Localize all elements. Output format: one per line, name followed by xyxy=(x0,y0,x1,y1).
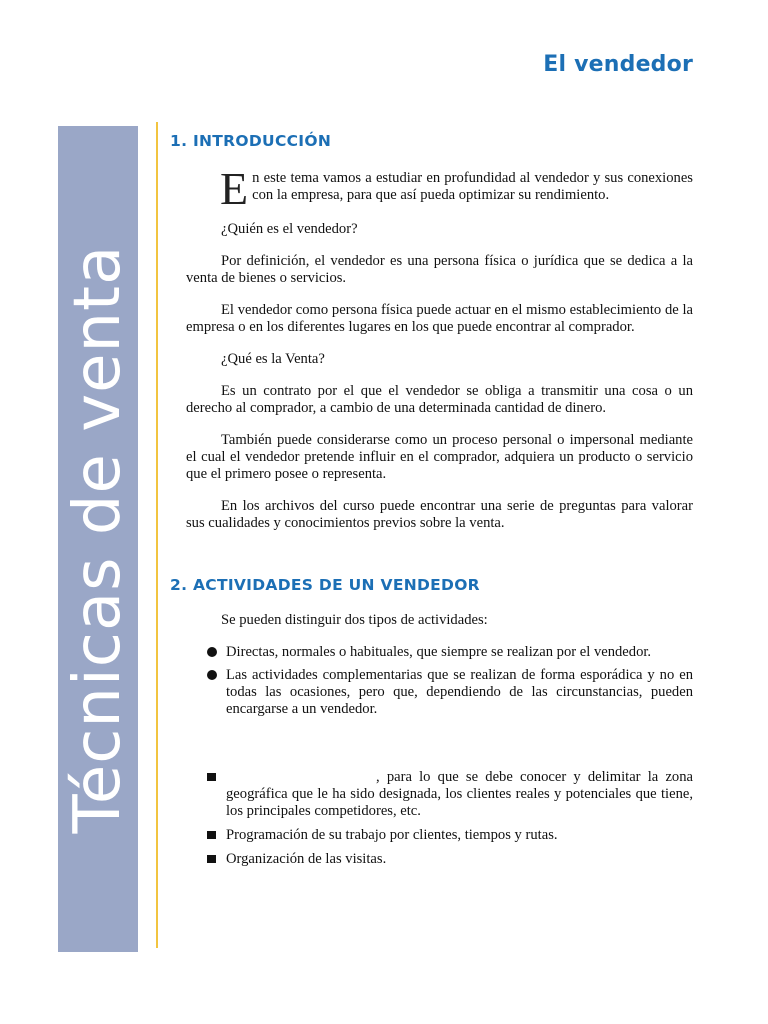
bullet-square-icon xyxy=(207,855,216,863)
page-title: El vendedor xyxy=(543,52,693,77)
main-content xyxy=(170,128,693,868)
bullet-dot-icon xyxy=(207,670,217,680)
section-1-title: 1. INTRODUCCIÓN xyxy=(170,132,332,150)
intro-text: n este tema vamos a estudiar en profundidad al vendedor y sus conexiones con la empresa, para que así pueda optimizar su rendimiento. xyxy=(252,170,693,203)
vertical-title: Técnicas de venta xyxy=(61,244,135,834)
paragraph-definition: Por definición, el vendedor es una persona física o jurídica que se dedica a la venta de bienes o servicios. xyxy=(186,253,693,286)
activities-intro: Se pueden distinguir dos tipos de actividades: xyxy=(221,612,488,628)
paragraph-proceso: También puede considerarse como un proceso personal o impersonal mediante el cual el vendedor pretende influir en el comprador, adquiera un producto o servicio que el primero posee o representa. xyxy=(186,432,693,482)
paragraph-persona-fisica: El vendedor como persona física puede actuar en el mismo establecimiento de la empresa o en los diferentes lugares en los que puede encontrar al comprador. xyxy=(186,302,693,335)
intro-paragraph xyxy=(186,163,693,214)
dropcap-letter: E xyxy=(220,163,249,214)
list-item: Las actividades complementarias que se realizan de forma esporádica y no en todas las ocasiones, pero que, dependiendo de las circunstancias, pueden encargarse a un vendedor. xyxy=(186,667,693,718)
list-item: Programación de su trabajo por clientes, tiempos y rutas. xyxy=(186,827,693,844)
direct-activity-list xyxy=(186,769,693,868)
question-vendedor: ¿Quién es el vendedor? xyxy=(221,221,358,237)
paragraph-contrato: Es un contrato por el que el vendedor se obliga a transmitir una cosa o un derecho al comprador, a cambio de una determinada cantidad de dinero. xyxy=(186,383,693,416)
list-item: Organización de las visitas. xyxy=(186,851,693,868)
paragraph-archivos: En los archivos del curso puede encontrar una serie de preguntas para valorar sus cualidades y conocimientos previos sobre la venta. xyxy=(186,498,693,531)
vertical-rule xyxy=(156,122,158,948)
list-item: Directas, normales o habituales, que siempre se realizan por el vendedor. xyxy=(186,644,693,661)
question-venta: ¿Qué es la Venta? xyxy=(221,351,325,367)
bullet-square-icon xyxy=(207,773,216,781)
bullet-square-icon xyxy=(207,831,216,839)
sidebar-band xyxy=(58,126,138,952)
list-item: , para lo que se debe conocer y delimitar la zona geográfica que le ha sido designada, los clientes reales y potenciales que tiene, los principales competidores, etc. xyxy=(186,769,693,820)
bullet-dot-icon xyxy=(207,647,217,657)
section-2-title: 2. ACTIVIDADES DE UN VENDEDOR xyxy=(170,576,480,594)
activity-type-list xyxy=(186,644,693,718)
